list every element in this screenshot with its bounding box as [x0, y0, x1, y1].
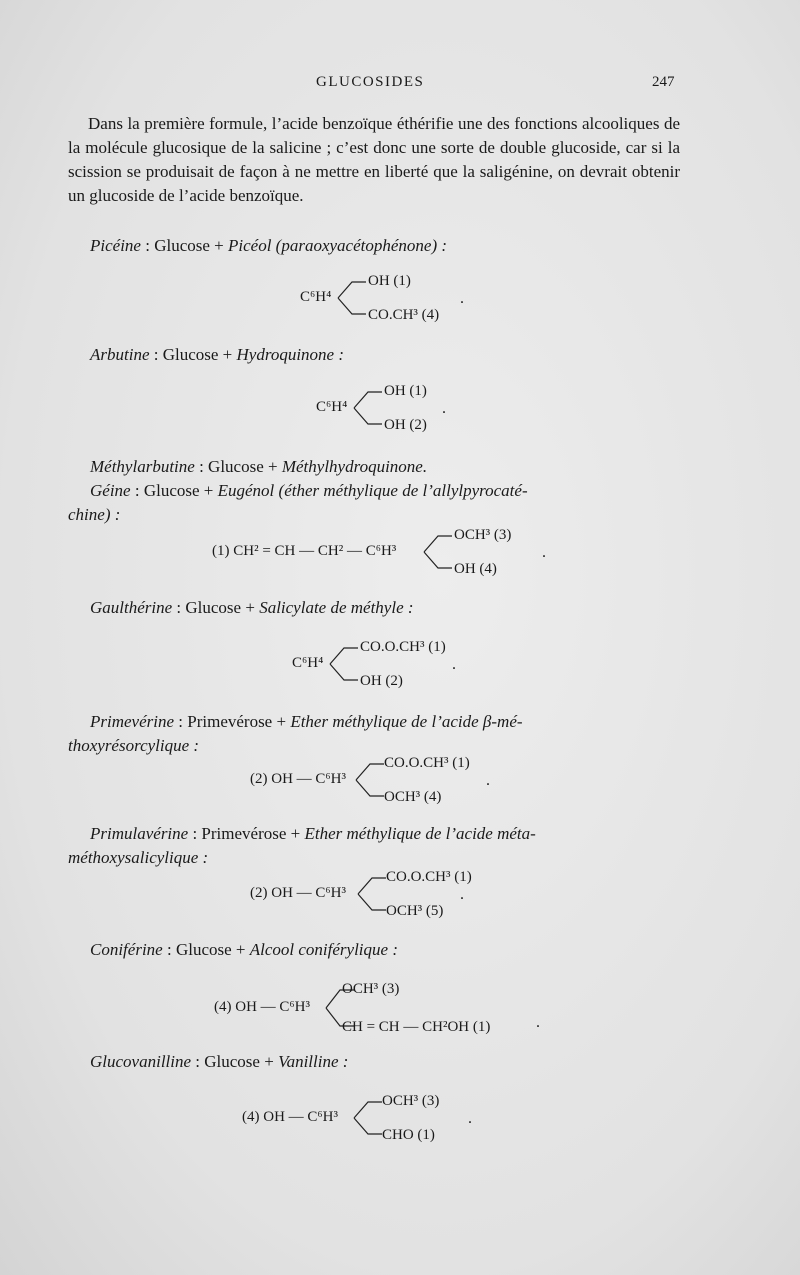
- formula-bottom: CH = CH — CH²OH (1): [342, 1019, 491, 1035]
- formula-core: (4) OH — C⁶H³: [242, 1109, 338, 1125]
- book-page: GLUCOSIDES 247 Dans la première formule, l’acide benzoïque éthérifie une des fonctions alcooliques de la molécule glucosique de la salicine ; c’est donc une sorte de double glucoside, car si la scission se produisait de façon à ne mettre en liberté que la saligénine, on devrait obtenir un glucoside de l’acide benzoïque. Picéine : Glucose + Picéol (paraoxyacétophénone) : C⁶H⁴ OH (1) CO.CH³ (4) . Arbutine : Glucose + Hydroquinone : C⁶H⁴ OH (1) OH (2) . Méthylarbutine : Glucose + Méthylhydroquinone. Géine : Glucose + Eugénol (éther méthylique de l’allylpyrocaté- chine) : (1) CH² = CH — CH² — C⁶H³ OCH³ (3) OH (4) . Gaulthérine : Glucose + Salicylate de méthyle : C⁶H⁴ CO.O.CH³ (1) OH (2) . Primevérine : Primevérose + Ether méthylique de l’acide β-mé- thoxyrésorcylique : (2) OH — C⁶H³ CO.O.CH³ (1) OCH³ (4) . Primulavérine : Primevérose + Ether méthylique de l’acide méta- méthoxysalicylique : (2) OH — C⁶H³ CO.O.CH³ (1) OCH³ (5) . Coniférine : Glucose + Alcool coniférylique : (4) OH — C⁶H³ OCH³ (3) CH = CH — CH²OH (1) . Glucovanilline : Glucose + Vanilline : (4) OH — C⁶H³ OCH³ (3) CHO (1) .: [0, 0, 800, 1275]
- formula-branch: [356, 760, 386, 800]
- entry-sep: : Glucose +: [194, 457, 282, 476]
- entry-name: Primevérine: [90, 712, 175, 731]
- entry-aglycone: Alcool coniférylique :: [249, 940, 398, 959]
- entry-primeverine-cont: thoxyrésorcylique :: [68, 736, 200, 755]
- formula-core: C⁶H⁴: [300, 289, 332, 305]
- entry-aglycone: Picéol (paraoxyacétophénone) :: [228, 236, 448, 255]
- formula-top: CO.O.CH³ (1): [360, 639, 446, 655]
- formula-branch: [330, 644, 360, 684]
- formula-top: OH (1): [368, 273, 411, 289]
- formula-top: OCH³ (3): [382, 1093, 440, 1109]
- formula-branch: [354, 388, 384, 428]
- entry-aglycone: Salicylate de méthyle :: [259, 598, 414, 617]
- running-title: GLUCOSIDES: [316, 74, 425, 90]
- entry-primulaverine-cont: méthoxysalicylique :: [68, 848, 209, 867]
- entry-aglycone: Ether méthylique de l’acide β-mé-: [290, 712, 523, 731]
- entry-aglycone: Vanilline :: [278, 1052, 349, 1071]
- formula-top: OCH³ (3): [342, 981, 400, 997]
- entry-name: Coniférine: [90, 940, 163, 959]
- formula-bottom: OCH³ (4): [384, 789, 442, 805]
- formula-core: (4) OH — C⁶H³: [214, 999, 310, 1015]
- formula-bottom: OCH³ (5): [386, 903, 444, 919]
- formula-bottom: OH (4): [454, 561, 497, 577]
- formula-core: (2) OH — C⁶H³: [250, 885, 346, 901]
- formula-branch: [354, 1098, 384, 1138]
- formula-core: C⁶H⁴: [316, 399, 348, 415]
- entry-geine: [68, 479, 680, 503]
- entry-sep: : Glucose +: [162, 940, 250, 959]
- entry-sep: : Glucose +: [130, 481, 218, 500]
- formula-branch: [338, 278, 368, 318]
- entry-gaultherine: [68, 596, 680, 620]
- formula-bottom: OH (2): [384, 417, 427, 433]
- entry-name: Arbutine: [90, 345, 150, 364]
- entry-aglycone: Eugénol (éther méthylique de l’allylpyrocaté-: [217, 481, 528, 500]
- entry-name: Géine: [90, 481, 131, 500]
- entry-aglycone: Méthylhydroquinone.: [281, 457, 428, 476]
- entry-aglycone: Hydroquinone :: [236, 345, 345, 364]
- entry-name: Primulavérine: [90, 824, 189, 843]
- formula-bottom: CHO (1): [382, 1127, 435, 1143]
- entry-sep: : Glucose +: [191, 1052, 279, 1071]
- entry-sep: : Glucose +: [140, 236, 228, 255]
- formula-branch: [358, 874, 388, 914]
- formula-branch: [424, 532, 454, 572]
- entry-name: Méthylarbutine: [90, 457, 195, 476]
- formula-top: OCH³ (3): [454, 527, 512, 543]
- entry-sep: : Glucose +: [172, 598, 260, 617]
- entry-methylarbutine: [68, 455, 680, 479]
- formula-top: CO.O.CH³ (1): [384, 755, 470, 771]
- entry-sep: : Primevérose +: [174, 712, 291, 731]
- entry-name: Gaulthérine: [90, 598, 173, 617]
- page-number: 247: [652, 74, 675, 90]
- entry-piceine: [68, 234, 680, 258]
- formula-core: (1) CH² = CH — CH² — C⁶H³: [212, 543, 397, 559]
- entry-primeverine: [68, 710, 680, 734]
- entry-name: Picéine: [90, 236, 141, 255]
- formula-top: CO.O.CH³ (1): [386, 869, 472, 885]
- formula-bottom: CO.CH³ (4): [368, 307, 440, 323]
- entry-geine-cont: chine) :: [68, 505, 121, 524]
- entry-coniferine: [68, 938, 680, 962]
- formula-core: C⁶H⁴: [292, 655, 324, 671]
- formula-top: OH (1): [384, 383, 427, 399]
- entry-aglycone: Ether méthylique de l’acide méta-: [304, 824, 536, 843]
- formula-core: (2) OH — C⁶H³: [250, 771, 346, 787]
- entry-sep: : Glucose +: [149, 345, 237, 364]
- entry-glucovanilline: [68, 1050, 680, 1074]
- entry-arbutine: [68, 343, 680, 367]
- page-header: [0, 74, 800, 98]
- intro-paragraph: Dans la première formule, l’acide benzoïque éthérifie une des fonctions alcooliques de la molécule glucosique de la salicine ; c’est donc une sorte de double glucoside, car si la scission se produisait de façon à ne mettre en liberté que la saligénine, on devrait obtenir un glucoside de l’acide benzoïque.: [68, 114, 680, 205]
- entry-name: Glucovanilline: [90, 1052, 192, 1071]
- entry-sep: : Primevérose +: [188, 824, 305, 843]
- formula-bottom: OH (2): [360, 673, 403, 689]
- entry-primulaverine: [68, 822, 680, 846]
